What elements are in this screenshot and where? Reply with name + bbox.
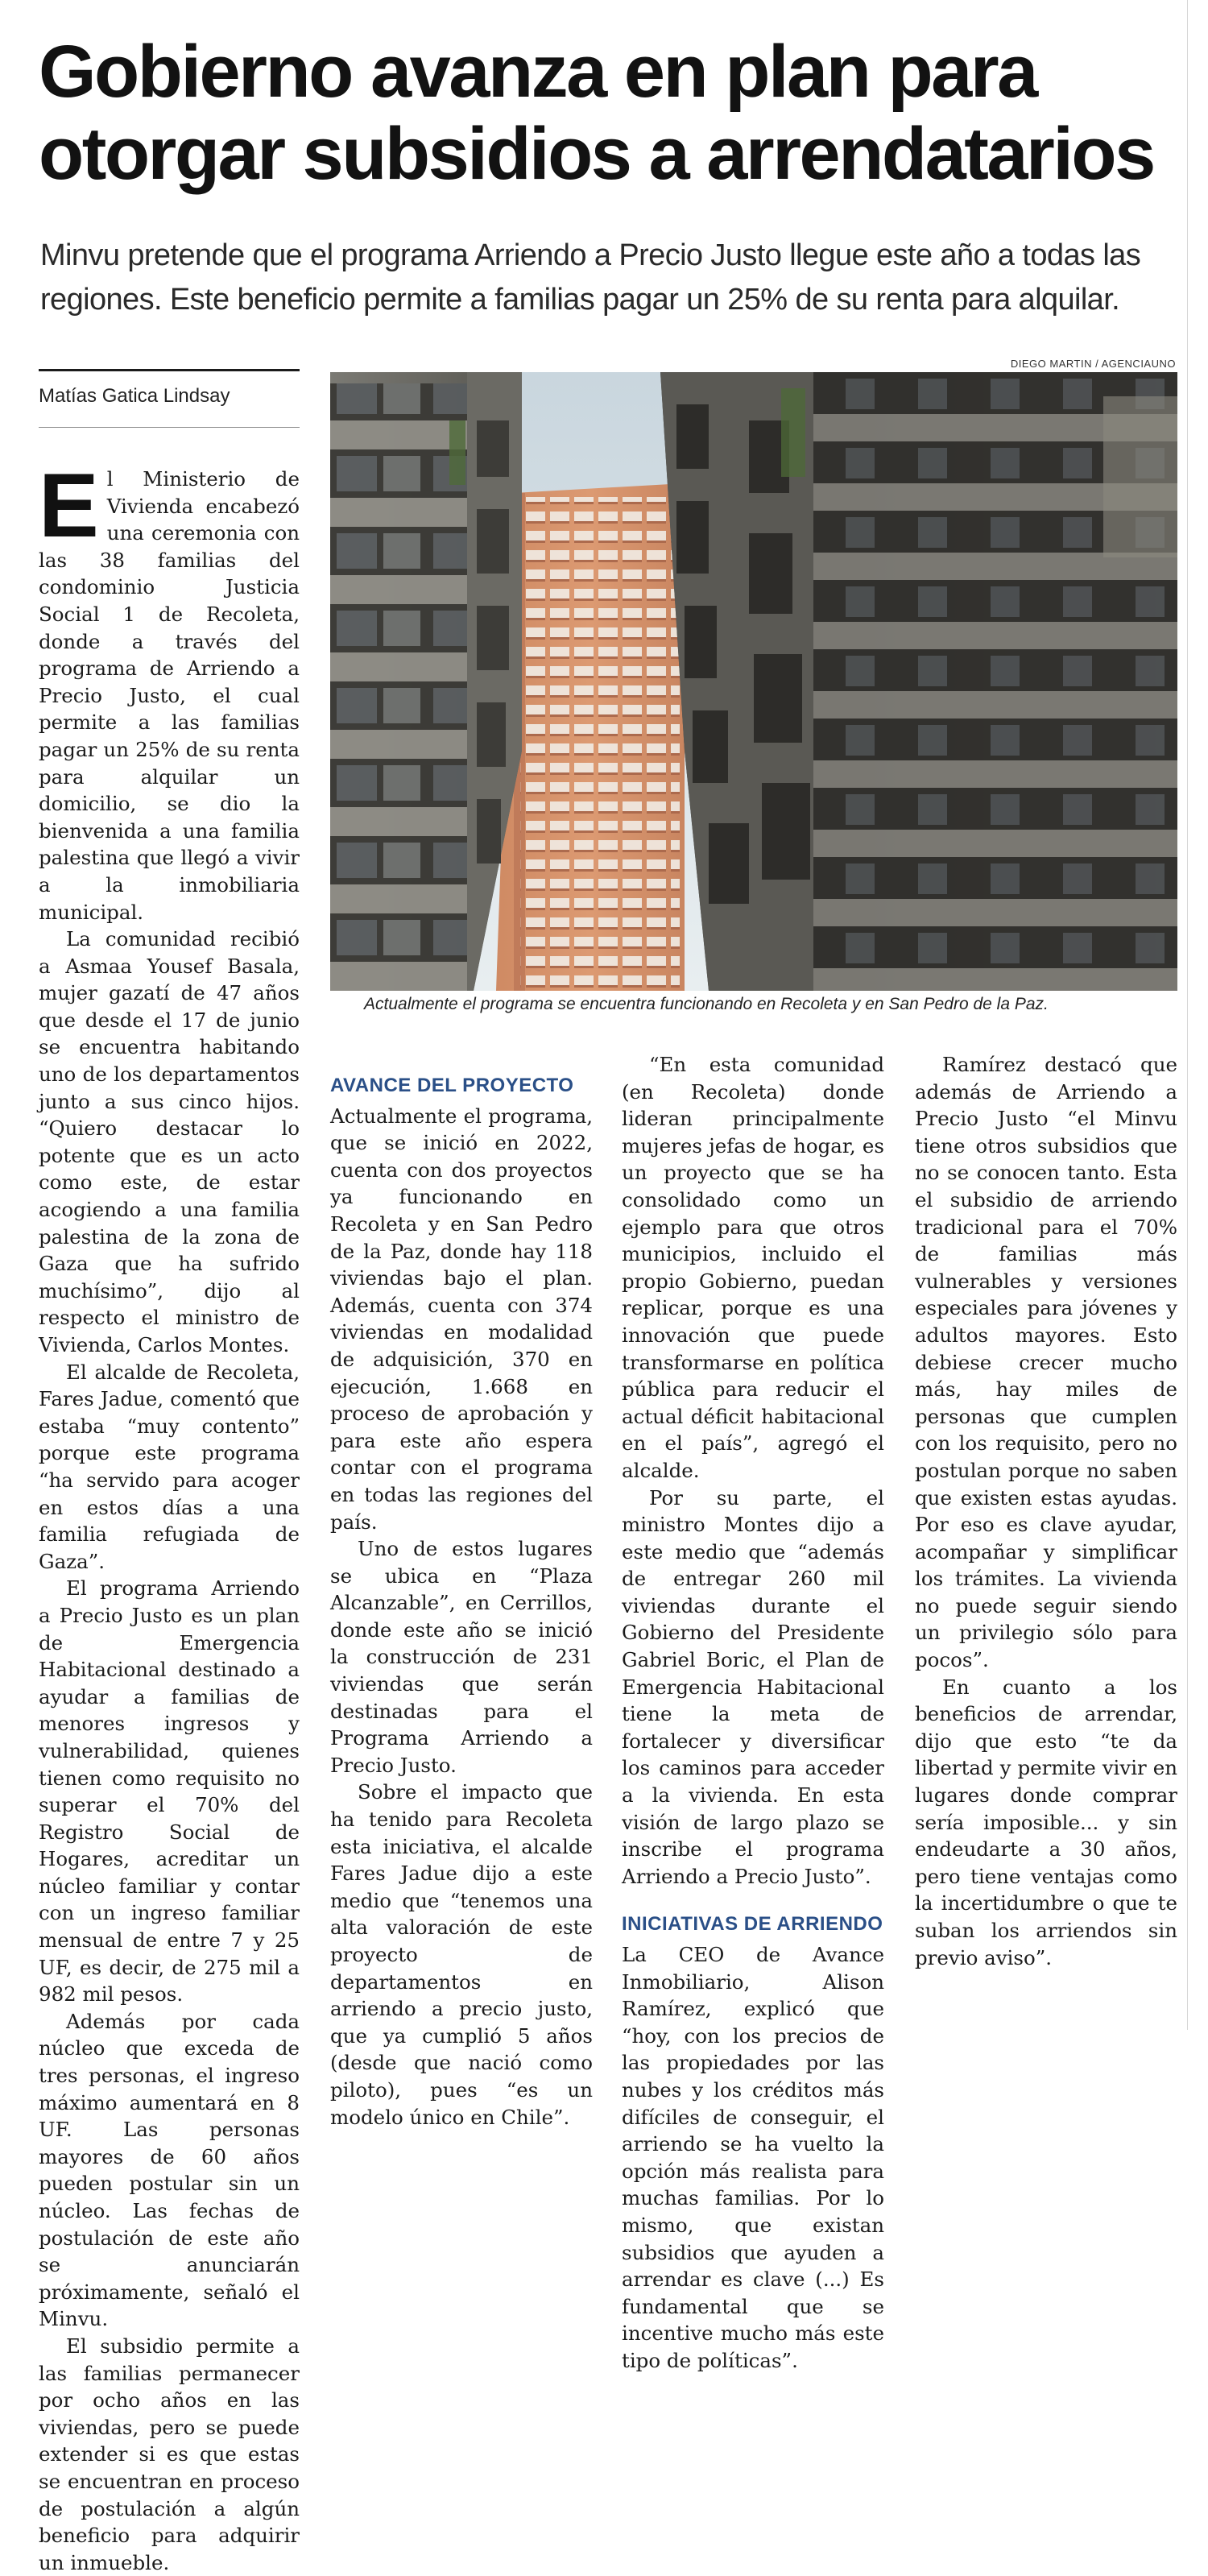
paragraph: Uno de estos lugares se ubica en “Plaza Alcanzable”, en Cerrillos, donde este año se inició la construcción de 231 viviendas que serán destinadas para el Programa Arriendo a Precio Justo.	[330, 1537, 593, 1777]
subhead-avance: AVANCE DEL PROYECTO	[330, 1075, 574, 1096]
byline-top-rule	[39, 369, 300, 371]
paragraph: La CEO de Avance Inmobiliario, Alison Ramírez, explicó que “hoy, con los precios de las propiedades por las nubes y los créditos más difíciles de conseguir, el arriendo se ha vuelto la opción más realista para muchas familias. Por lo mismo, que existan subsidios que ayuden a arrendar es clave (...) Es fundamental que se incentive mucho más este tipo de políticas”.	[622, 1943, 884, 2372]
page-edge-rule	[1187, 0, 1188, 2030]
article-column-3	[622, 1051, 884, 2375]
subhead-iniciativas: INICIATIVAS DE ARRIENDO	[622, 1913, 883, 1936]
photo-caption: Actualmente el programa se encuentra funcionando en Recoleta y en San Pedro de la Paz.	[364, 995, 1049, 1013]
photo-credit: DIEGO MARTIN / AGENCIAUNO	[1010, 358, 1176, 370]
byline: Matías Gatica Lindsay	[39, 385, 230, 407]
paragraph: l Ministerio de Vivienda encabezó una ceremonia con las 38 familias del condominio Justicia Social 1 de Recoleta, donde a través del programa de Arriendo a Precio Justo, el cual permite a las familias pagar un 25% de su renta para alquilar un domicilio, se dio la bienvenida a una familia palestina que llegó a vivir a la inmobiliaria municipal.	[39, 467, 300, 924]
deck: Minvu pretende que el programa Arriendo a Precio Justo llegue este año a todas las regiones. Este beneficio permite a familias pagar un 25% de su renta para alquilar.	[40, 238, 1141, 317]
article-photo	[330, 372, 1177, 991]
paragraph: “En esta comunidad (en Recoleta) donde lideran principalmente mujeres jefas de hogar, es un proyecto que se ha consolidado como un ejemplo para que otros municipios, incluido el propio Gobierno, puedan replicar, porque es una innovación que puede transformarse en política pública para reducir el actual déficit habitacional en el país”, agregó el alcalde.	[622, 1053, 884, 1482]
paragraph: El alcalde de Recoleta, Fares Jadue, comentó que estaba “muy contento” porque este programa “ha servido para acoger en estos días a una familia refugiada de Gaza”.	[39, 1360, 300, 1573]
paragraph: Ramírez destacó que además de Arriendo a Precio Justo “el Minvu tiene otros subsidios que no se conocen tanto. Esta el subsidio de arriendo tradicional para el 70% de familias más vulnerables y versiones especiales para jóvenes y adultos mayores. Esto debiese crecer mucho más, hay miles de personas que cumplen con los requisito, pero no postulan porque no saben que existen estas ayudas. Por eso es clave ayudar, acompañar y simplificar los trámites. La vivienda no puede seguir siendo un privilegio sólo para pocos”.	[915, 1053, 1177, 1672]
paragraph: La comunidad recibió a Asmaa Yousef Basala, mujer gazatí de 47 años que desde el 17 de junio se encuentra habitando uno de los departamentos junto a sus cinco hijos. “Quiero destacar lo potente que es un acto como este, de estar acogiendo a una familia palestina de la zona de Gaza que ha sufrido muchísimo”, dijo al respecto el ministro de Vivienda, Carlos Montes.	[39, 927, 300, 1356]
article-column-1	[39, 455, 300, 2576]
paragraph: Actualmente el programa, que se inició en 2022, cuenta con dos proyectos ya funcionando en Recoleta y en San Pedro de la Paz, donde hay 118 viviendas bajo el plan. Además, cuenta con 374 viviendas en modalidad de adquisición, 370 en ejecución, 1.668 en proceso de aprobación y para este año espera contar con el programa en todas las regiones del país.	[330, 1104, 593, 1534]
paragraph: Sobre el impacto que ha tenido para Recoleta esta iniciativa, el alcalde Fares Jadue dijo a este medio que “tenemos una alta valoración de este proyecto de departamentos en arriendo a precio justo, que ya cumplió 5 años (desde que nació como piloto), pues “es un modelo único en Chile”.	[330, 1780, 593, 2129]
article-column-4	[915, 1051, 1177, 1971]
paragraph: Por su parte, el ministro Montes dijo a este medio que “además de entregar 260 mil viviendas durante el Gobierno del Presidente Gabriel Boric, el Plan de Emergencia Habitacional tiene la meta de fortalecer y diversificar los caminos para acceder a la vivienda. En esta visión de largo plazo se inscribe el programa Arriendo a Precio Justo”.	[622, 1485, 884, 1888]
paragraph: El programa Arriendo a Precio Justo es un plan de Emergencia Habitacional destinado a ayudar a familias de menores ingresos y vulnerabilidad, quienes tienen como requisito no superar el 70% del Registro Social de Hogares, acreditar un núcleo familiar y contar con un ingreso familiar mensual de entre 7 y 25 UF, es decir, de 275 mil a 982 mil pesos.	[39, 1576, 300, 2007]
byline-bottom-rule	[39, 427, 300, 428]
headline: Gobierno avanza en plan para otorgar subsidios a arrendatarios	[39, 31, 1154, 195]
paragraph: Además por cada núcleo que exceda de tres personas, el ingreso máximo aumentará en 8 UF. Las personas mayores de 60 años pueden postular sin un núcleo. Las fechas de postulación de este año se anunciarán próximamente, señaló el Minvu.	[39, 2009, 300, 2331]
paragraph: El subsidio permite a las familias permanecer por ocho años en las viviendas, pero se puede extender si es que estas se encuentran en proceso de postulación a algún beneficio para adquirir un inmueble.	[39, 2334, 300, 2574]
dropcap: E	[39, 455, 99, 556]
article-column-2	[330, 1051, 593, 2131]
paragraph: En cuanto a los beneficios de arrendar, dijo que esto “te da libertad y permite vivir en lugares donde comprar sería imposible... y sin endeudarte a 30 años, pero tiene ventajas como la incertidumbre o que te suban los arriendos sin previo aviso”.	[915, 1675, 1177, 1969]
